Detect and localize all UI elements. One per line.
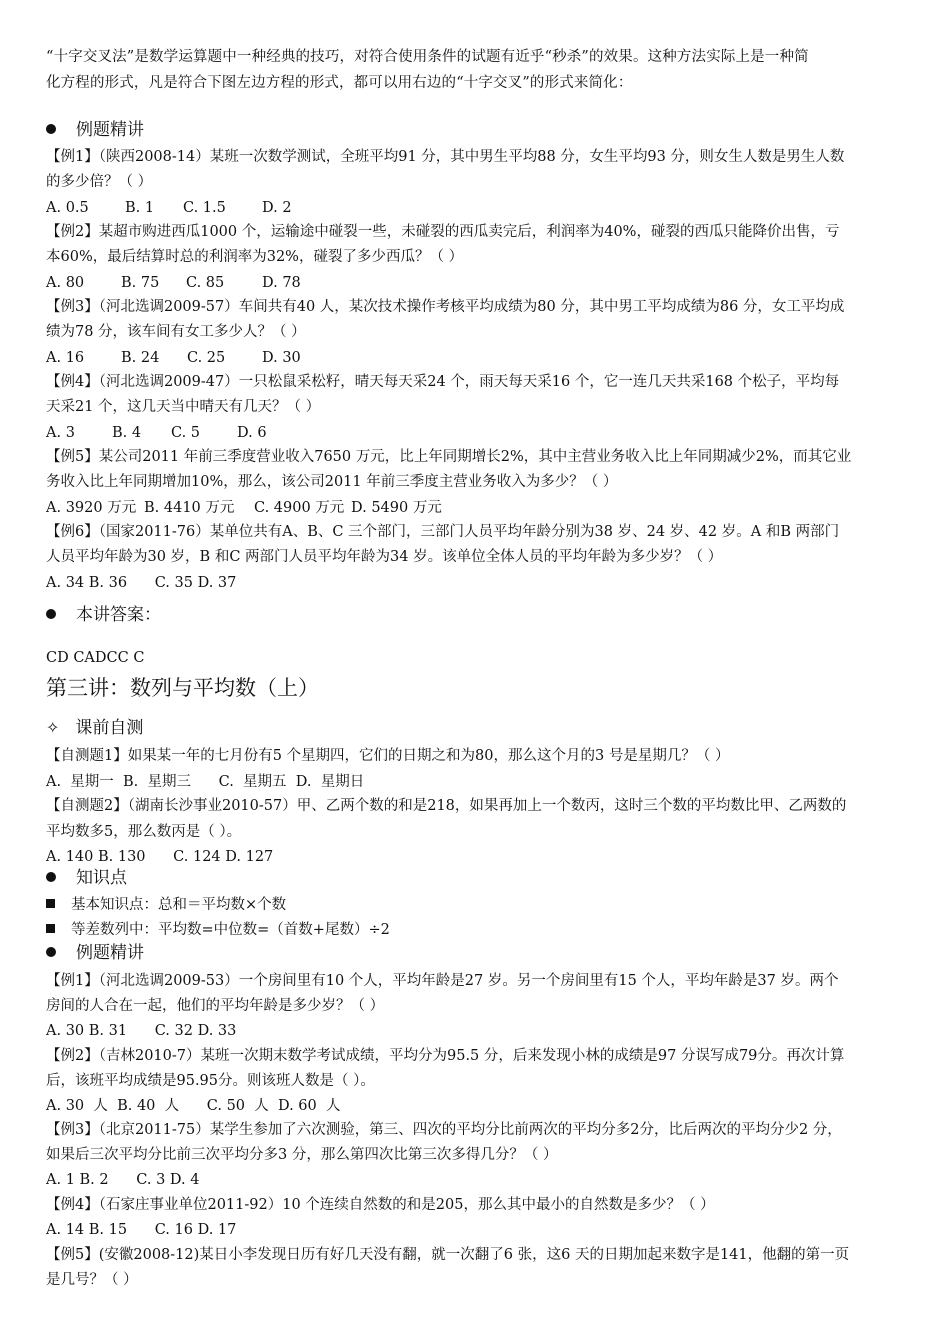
answers-heading: 本讲答案：	[46, 605, 161, 625]
bullet-icon	[46, 124, 56, 134]
option-d: D. 2	[262, 200, 292, 216]
question-4-line-1: 【例4】（河北选调2009-47）一只松鼠采松籽，晴天每天采24 个，雨天每天采16 个，它一连几天共采168 个松子，平均每	[46, 374, 840, 390]
example-1-options: A. 30 B. 31 C. 32 D. 33	[46, 1023, 237, 1039]
question-3-line-1: 【例3】（河北选调2009-57）车间共有40 人，某次技术操作考核平均成绩为80 分，其中男工平均成绩为86 分，女工平均成	[46, 299, 845, 315]
option-b: B. 4410 万元	[144, 500, 235, 516]
question-1-line-1: 【例1】（陕西2008-14）某班一次数学测试，全班平均91 分，其中男生平均88 分，女生平均93 分，则女生人数是男生人数	[46, 149, 845, 165]
example-3-line-2: 如果后三次平均分比前三次平均分多3 分，那么第四次比第三次多得几分？（ ）	[46, 1147, 558, 1163]
section-heading-examples: 例题精讲	[46, 120, 144, 140]
pretest-1-line-1: 【自测题1】如果某一年的七月份有5 个星期四，它们的日期之和为80，那么这个月的3 号是星期几？（ ）	[46, 748, 730, 764]
question-1-line-2: 的多少倍？（ ）	[46, 174, 153, 190]
knowledge-heading: 知识点	[46, 868, 127, 888]
example-2-line-1: 【例2】（吉林2010-7）某班一次期末数学考试成绩，平均分为95.5 分，后来发现小林的成绩是97 分误写成79分。再次计算	[46, 1048, 845, 1064]
answers-text: CD CADCC C	[46, 650, 145, 666]
example-1-line-1: 【例1】（河北选调2009-53）一个房间里有10 个人，平均年龄是27 岁。另一个房间里有15 个人，平均年龄是37 岁。两个	[46, 973, 839, 989]
example-5-line-2: 是几号？（ ）	[46, 1272, 138, 1288]
option-a: A. 0.5	[46, 200, 89, 216]
option-b: B. 24	[121, 350, 160, 366]
option-a: A. 16	[46, 350, 85, 366]
diamond-icon: ✧	[46, 718, 60, 737]
example-5-line-1: 【例5】(安徽2008-12)某日小李发现日历有好几天没有翻，就一次翻了6 张，这6 天的日期加起来数字是141，他翻的第一页	[46, 1247, 850, 1263]
question-6-line-2: 人员平均年龄为30 岁，B 和C 两部门人员平均年龄为34 岁。该单位全体人员的平均年龄为多少岁？（ ）	[46, 549, 723, 565]
option-b: B. 75	[121, 275, 160, 291]
lecture-title: 第三讲：数列与平均数（上）	[46, 676, 319, 700]
option-a: A. 80	[46, 275, 85, 291]
question-2-line-1: 【例2】某超市购进西瓜1000 个，运输途中碰裂一些，未碰裂的西瓜卖完后，利润率为40%，碰裂的西瓜只能降价出售，亏	[46, 224, 840, 240]
question-6-line-1: 【例6】（国家2011-76）某单位共有A、B、C 三个部门，三部门人员平均年龄分别为38 岁、24 岁、42 岁。A 和B 两部门	[46, 524, 840, 540]
example-3-options: A. 1 B. 2 C. 3 D. 4	[46, 1172, 200, 1188]
option-d: D. 30	[262, 350, 301, 366]
pretest-1-options: A. 星期一 B. 星期三 C. 星期五 D. 星期日	[46, 774, 365, 790]
examples-heading: 例题精讲	[46, 943, 144, 963]
pretest-2-options: A. 140 B. 130 C. 124 D. 127	[46, 849, 274, 865]
option-c: C. 25	[187, 350, 226, 366]
option-c: C. 1.5	[183, 200, 226, 216]
question-5-line-1: 【例5】某公司2011 年前三季度营业收入7650 万元，比上年同期增长2%，其中主营业务收入比上年同期减少2%，而其它业	[46, 449, 852, 465]
option-d: D. 78	[262, 275, 301, 291]
bullet-icon	[46, 609, 56, 619]
example-4-line-1: 【例4】（石家庄事业单位2011-92）10 个连续自然数的和是205，那么其中最小的自然数是多少？（ ）	[46, 1197, 715, 1213]
knowledge-point-1: 基本知识点：总和＝平均数×个数	[46, 895, 286, 915]
square-bullet-icon	[46, 924, 55, 933]
question-4-line-2: 天采21 个，这几天当中晴天有几天？（ ）	[46, 399, 321, 415]
pretest-2-line-2: 平均数多5，那么数丙是（ ）。	[46, 824, 242, 840]
question-3-options	[46, 348, 301, 368]
question-6-options: A. 34 B. 36 C. 35 D. 37	[46, 575, 237, 591]
example-4-options: A. 14 B. 15 C. 16 D. 17	[46, 1222, 237, 1238]
knowledge-point-2: 等差数列中：平均数=中位数=（首数+尾数）÷2	[46, 920, 390, 940]
example-1-line-2: 房间的人合在一起，他们的平均年龄是多少岁？（ ）	[46, 998, 385, 1014]
example-2-options: A. 30 人 B. 40 人 C. 50 人 D. 60 人	[46, 1098, 341, 1114]
intro-line-1: “十字交叉法”是数学运算题中一种经典的技巧，对符合使用条件的试题有近乎“秒杀”的效果。这种方法实际上是一种简	[46, 49, 809, 65]
square-bullet-icon	[46, 899, 55, 908]
intro-line-2: 化方程的形式，凡是符合下图左边方程的形式，都可以用右边的“十字交叉”的形式来简化：	[46, 75, 633, 91]
question-2-line-2: 本60%，最后结算时总的利润率为32%，碰裂了多少西瓜？（ ）	[46, 249, 464, 265]
question-3-line-2: 绩为78 分，该车间有女工多少人？（ ）	[46, 324, 306, 340]
pretest-2-line-1: 【自测题2】（湖南长沙事业2010-57）甲、乙两个数的和是218，如果再加上一个数丙，这时三个数的平均数比甲、乙两数的	[46, 798, 847, 814]
option-c: C. 4900 万元	[254, 500, 345, 516]
option-c: C. 85	[186, 275, 225, 291]
option-b: B. 1	[125, 200, 155, 216]
example-3-line-1: 【例3】（北京2011-75）某学生参加了六次测验，第三、四次的平均分比前两次的平均分多2分，比后两次的平均分少2 分，	[46, 1122, 842, 1138]
option-d: D. 5490 万元	[351, 500, 442, 516]
question-2-options	[46, 273, 301, 293]
bullet-icon	[46, 947, 56, 957]
option-a: A. 3920 万元	[46, 500, 137, 516]
option-d: D. 6	[237, 425, 267, 441]
question-1-options	[46, 198, 292, 218]
question-5-line-2: 务收入比上年同期增加10%，那么，该公司2011 年前三季度主营业务收入为多少？（ ）	[46, 474, 618, 490]
option-c: C. 5	[171, 425, 201, 441]
pretest-heading: ✧ 课前自测	[46, 718, 144, 738]
question-4-options	[46, 423, 267, 443]
bullet-icon	[46, 872, 56, 882]
option-a: A. 3	[46, 425, 75, 441]
option-b: B. 4	[112, 425, 142, 441]
example-2-line-2: 后，该班平均成绩是95.95分。则该班人数是（ ）。	[46, 1073, 375, 1089]
question-5-options	[46, 498, 442, 518]
